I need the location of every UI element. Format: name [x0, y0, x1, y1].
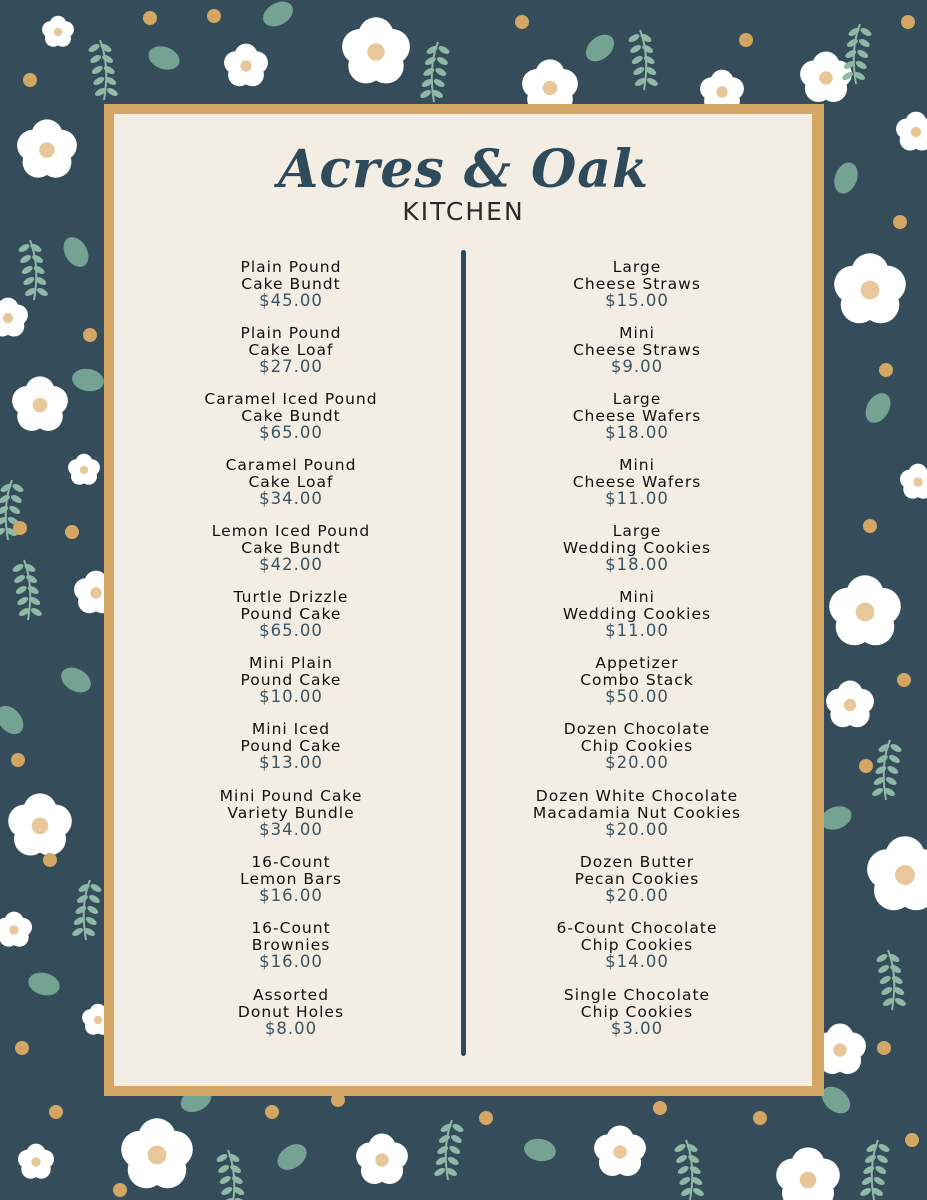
flower-icon: [224, 44, 268, 87]
gold-dot-icon: [739, 33, 753, 47]
menu-item: [141, 788, 441, 838]
item-name-line2: Donut Holes: [237, 1002, 345, 1021]
flower-icon: [900, 464, 927, 499]
item-name-line2: Combo Stack: [580, 670, 694, 689]
item-price: $20.00: [605, 886, 669, 905]
menu-item: [487, 325, 787, 375]
sprig-icon: [419, 42, 451, 102]
gold-dot-icon: [479, 1111, 493, 1125]
menu-item: [487, 655, 787, 705]
item-price: $65.00: [259, 621, 323, 640]
gold-dot-icon: [753, 1111, 767, 1125]
menu-item: [487, 987, 787, 1037]
gold-dot-icon: [265, 1105, 279, 1119]
item-name-line1: Mini Pound Cake: [219, 787, 363, 805]
menu-item: [487, 523, 787, 573]
item-name-line2: Cake Loaf: [248, 340, 334, 359]
brand-subtitle: KITCHEN: [402, 197, 525, 226]
item-price: $27.00: [259, 357, 323, 376]
item-name-line2: Cheese Wafers: [572, 472, 702, 491]
item-name-line2: Cake Loaf: [248, 472, 334, 491]
item-name-line1: Single Chocolate: [563, 986, 711, 1004]
gold-dot-icon: [653, 1101, 667, 1115]
item-name-line1: Appetizer: [595, 654, 679, 672]
item-price: $20.00: [605, 820, 669, 839]
gold-dot-icon: [13, 521, 27, 535]
item-name-line1: Dozen Chocolate: [563, 720, 711, 738]
item-name-line2: Cheese Wafers: [572, 406, 702, 425]
item-price: $9.00: [610, 357, 664, 376]
menu-item: [141, 325, 441, 375]
gold-dot-icon: [49, 1105, 63, 1119]
gold-dot-icon: [11, 753, 25, 767]
gold-dot-icon: [879, 363, 893, 377]
item-name-line2: Cheese Straws: [573, 274, 701, 293]
item-name-line1: 6-Count Chocolate: [556, 919, 718, 937]
leaf-icon: [0, 701, 29, 740]
item-name-line1: 16-Count: [251, 853, 331, 871]
leaf-icon: [273, 1139, 312, 1175]
sprig-icon: [71, 880, 103, 940]
item-name-line2: Chip Cookies: [580, 1002, 694, 1021]
menu-item: [141, 259, 441, 309]
item-name-line1: Mini: [619, 324, 655, 342]
item-name-line2: Pound Cake: [240, 736, 342, 755]
menu-item: [487, 920, 787, 970]
item-name-line2: Macadamia Nut Cookies: [532, 803, 742, 822]
item-name-line1: Dozen Butter: [579, 853, 695, 871]
item-name-line1: Mini Plain: [248, 654, 334, 672]
flower-icon: [829, 575, 901, 645]
item-name-line1: Mini: [619, 588, 655, 606]
item-name-line1: Caramel Iced Pound: [204, 390, 378, 408]
item-name-line1: Plain Pound: [240, 258, 342, 276]
sprig-icon: [215, 1150, 247, 1200]
item-name-line1: Turtle Drizzle: [233, 588, 349, 606]
leaf-icon: [259, 0, 298, 32]
gold-dot-icon: [83, 328, 97, 342]
item-name-line1: 16-Count: [251, 919, 331, 937]
item-name-line1: Large: [612, 390, 662, 408]
menu-item: [487, 721, 787, 771]
gold-dot-icon: [43, 853, 57, 867]
menu-item: [487, 589, 787, 639]
gold-dot-icon: [113, 1183, 127, 1197]
gold-dot-icon: [23, 73, 37, 87]
item-name-line1: Assorted: [252, 986, 330, 1004]
menu-item: [487, 391, 787, 441]
sprig-icon: [17, 240, 49, 300]
gold-dot-icon: [207, 9, 221, 23]
menu-item: [141, 655, 441, 705]
menu-item: [141, 721, 441, 771]
flower-icon: [834, 253, 906, 323]
flower-icon: [18, 1144, 54, 1179]
leaf-icon: [581, 29, 620, 66]
menu-item: [141, 854, 441, 904]
menu-item: [487, 457, 787, 507]
gold-dot-icon: [905, 1133, 919, 1147]
item-name-line2: Pecan Cookies: [574, 869, 700, 888]
flower-icon: [867, 836, 927, 910]
item-name-line2: Lemon Bars: [240, 869, 342, 888]
item-name-line2: Cake Bundt: [241, 538, 341, 557]
flower-icon: [42, 16, 74, 47]
gold-dot-icon: [863, 519, 877, 533]
leaf-icon: [58, 233, 93, 272]
menu-item: [487, 788, 787, 838]
item-price: $11.00: [605, 489, 669, 508]
brand-title: Acres & Oak: [278, 139, 649, 200]
item-price: $13.00: [259, 753, 323, 772]
item-price: $15.00: [605, 291, 669, 310]
sprig-icon: [87, 40, 119, 100]
sprig-icon: [673, 1140, 705, 1200]
sprig-icon: [875, 950, 907, 1010]
menu-item: [141, 589, 441, 639]
flower-icon: [356, 1134, 408, 1185]
menu-item: [141, 523, 441, 573]
item-name-line2: Chip Cookies: [580, 935, 694, 954]
item-price: $65.00: [259, 423, 323, 442]
leaf-icon: [860, 389, 895, 428]
item-price: $14.00: [605, 952, 669, 971]
menu-item: [487, 259, 787, 309]
menu-item: [141, 920, 441, 970]
item-price: $8.00: [264, 1019, 318, 1038]
menu-item: [487, 854, 787, 904]
flower-icon: [121, 1118, 193, 1188]
item-name-line2: Brownies: [251, 935, 331, 954]
flower-icon: [0, 912, 32, 947]
item-price: $18.00: [605, 423, 669, 442]
gold-dot-icon: [877, 1041, 891, 1055]
item-price: $11.00: [605, 621, 669, 640]
leaf-icon: [145, 42, 183, 74]
sprig-icon: [433, 1120, 465, 1180]
sprig-icon: [627, 30, 659, 90]
sprig-icon: [871, 740, 903, 800]
sprig-icon: [841, 24, 873, 84]
leaf-icon: [522, 1136, 557, 1163]
flower-icon: [594, 1126, 646, 1177]
gold-dot-icon: [859, 759, 873, 773]
item-price: $42.00: [259, 555, 323, 574]
sprig-icon: [859, 1140, 891, 1200]
flower-icon: [12, 376, 68, 431]
column-divider: [461, 250, 466, 1056]
flower-icon: [0, 298, 28, 337]
sprig-icon: [11, 560, 43, 620]
item-price: $16.00: [259, 952, 323, 971]
gold-dot-icon: [901, 15, 915, 29]
gold-dot-icon: [15, 1041, 29, 1055]
leaf-icon: [70, 366, 105, 393]
item-price: $10.00: [259, 687, 323, 706]
item-name-line2: Cake Bundt: [241, 406, 341, 425]
item-name-line2: Pound Cake: [240, 670, 342, 689]
gold-dot-icon: [143, 11, 157, 25]
item-name-line1: Large: [612, 258, 662, 276]
flower-icon: [342, 17, 410, 83]
item-name-line2: Cheese Straws: [573, 340, 701, 359]
gold-dot-icon: [515, 15, 529, 29]
leaf-icon: [26, 969, 63, 999]
menu-item: [141, 391, 441, 441]
item-price: $20.00: [605, 753, 669, 772]
item-name-line2: Pound Cake: [240, 604, 342, 623]
item-name-line1: Lemon Iced Pound: [211, 522, 371, 540]
leaf-icon: [57, 662, 96, 697]
item-name-line1: Caramel Pound: [225, 456, 357, 474]
item-name-line2: Chip Cookies: [580, 736, 694, 755]
item-name-line2: Wedding Cookies: [562, 604, 712, 623]
item-price: $18.00: [605, 555, 669, 574]
item-name-line1: Mini: [619, 456, 655, 474]
item-name-line2: Wedding Cookies: [562, 538, 712, 557]
item-price: $45.00: [259, 291, 323, 310]
flower-icon: [68, 454, 100, 485]
item-price: $50.00: [605, 687, 669, 706]
item-price: $34.00: [259, 489, 323, 508]
item-price: $34.00: [259, 820, 323, 839]
item-name-line1: Mini Iced: [251, 720, 331, 738]
item-name-line1: Plain Pound: [240, 324, 342, 342]
menu-item: [141, 457, 441, 507]
item-name-line2: Cake Bundt: [241, 274, 341, 293]
flower-icon: [826, 681, 874, 728]
gold-dot-icon: [897, 673, 911, 687]
menu-item: [141, 987, 441, 1037]
gold-dot-icon: [65, 525, 79, 539]
flower-icon: [776, 1147, 840, 1200]
item-price: $3.00: [610, 1019, 664, 1038]
flower-icon: [8, 793, 72, 855]
item-name-line2: Variety Bundle: [227, 803, 355, 822]
item-name-line1: Large: [612, 522, 662, 540]
item-name-line1: Dozen White Chocolate: [535, 787, 739, 805]
item-price: $16.00: [259, 886, 323, 905]
